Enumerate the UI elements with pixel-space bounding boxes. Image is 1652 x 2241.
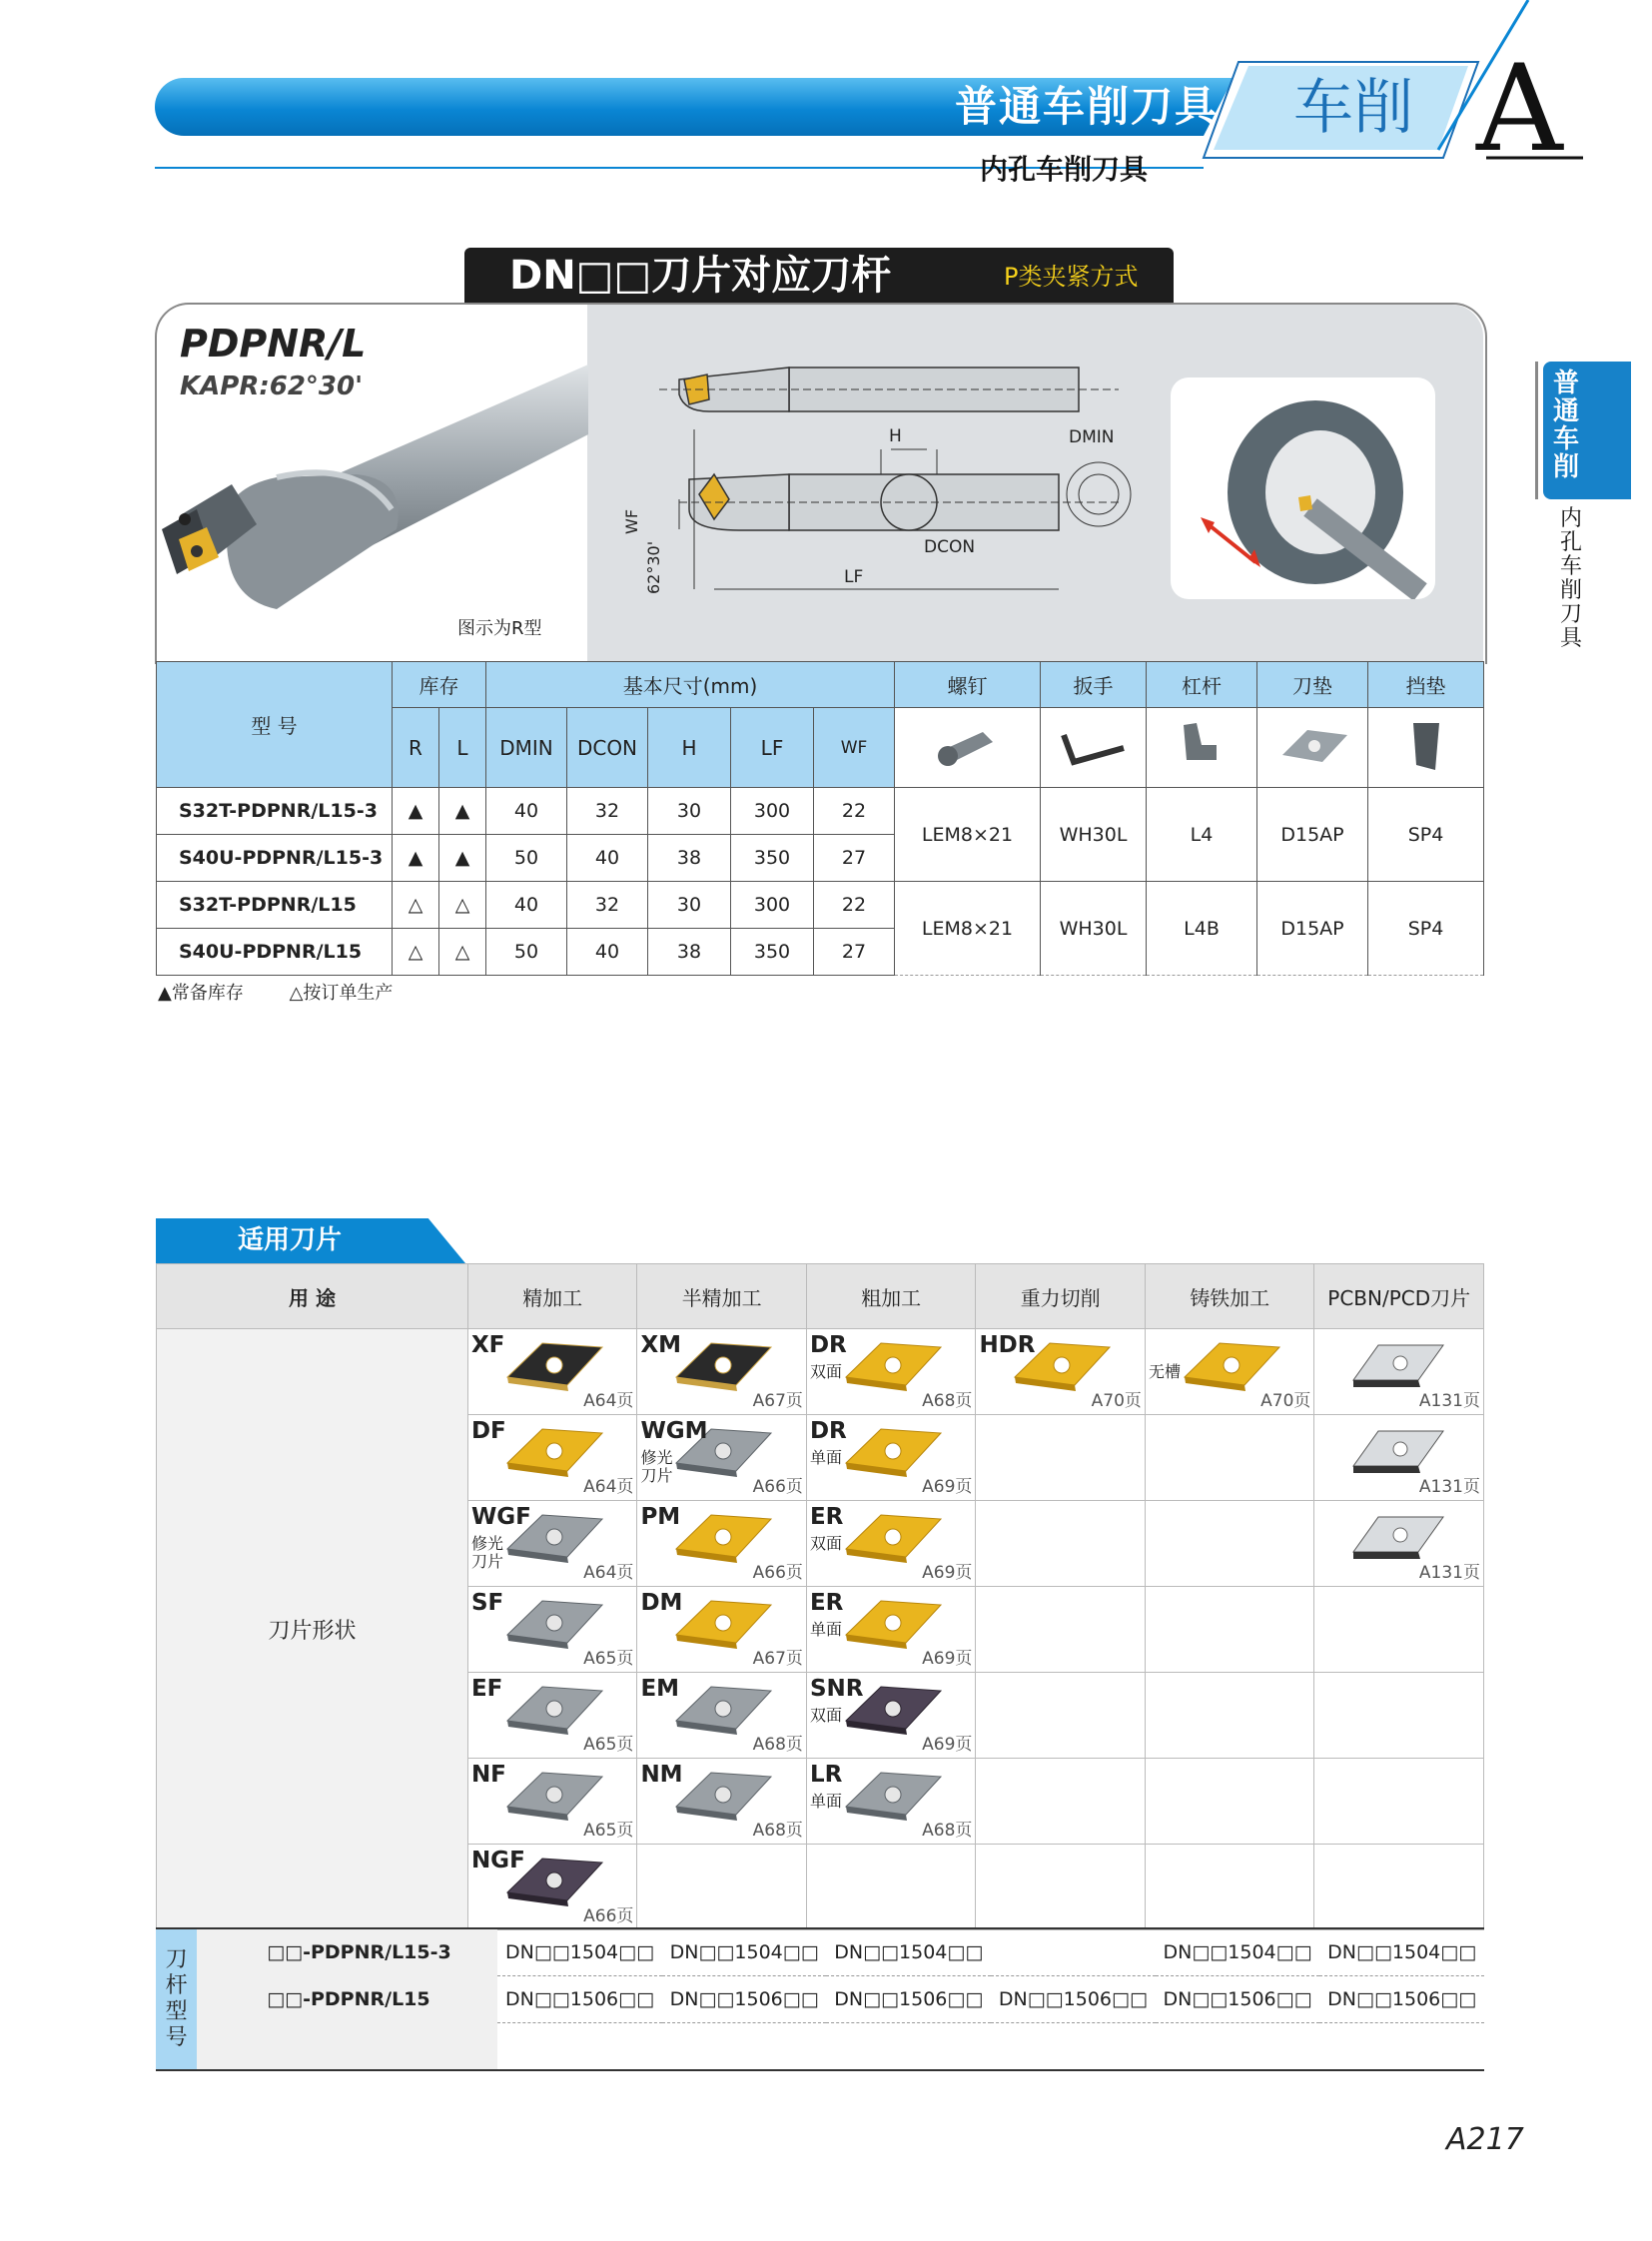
insert-code: NM: [640, 1762, 683, 1788]
side-divider: [1535, 362, 1538, 499]
insert-cell-empty: [1314, 1673, 1484, 1759]
insert-page-ref: A68页: [752, 1735, 803, 1755]
side-tab-label: 普通车削: [1553, 369, 1580, 482]
spec-part-lever: L4: [1147, 788, 1257, 882]
holder-model-1: □□-PDPNR/L15-3: [197, 1928, 497, 1976]
insert-cell-empty: [1145, 1845, 1314, 1930]
col-lever: 杠杆: [1147, 662, 1257, 708]
spec-cell-dcon: 40: [567, 929, 648, 976]
spec-cell-h: 38: [648, 835, 731, 882]
insert-cell[interactable]: [637, 1415, 807, 1501]
spec-part-screw: LEM8×21: [895, 788, 1041, 882]
spec-part-wrench: WH30L: [1041, 788, 1147, 882]
insert-code: WGF: [470, 1504, 531, 1530]
insert-cell-empty: [637, 1845, 807, 1930]
spec-part-pad: SP4: [1368, 882, 1484, 976]
toolholder-image: [157, 360, 588, 639]
insert-page-ref: A67页: [752, 1649, 803, 1669]
col-stock: 库存: [393, 662, 486, 708]
spec-cell-wf: 27: [814, 929, 895, 976]
spec-cell-l: △: [439, 882, 486, 929]
product-name: PDPNR/L: [180, 322, 367, 366]
spec-cell-r: ▲: [393, 788, 439, 835]
insert-cell[interactable]: [806, 1759, 976, 1845]
chapter-label: 车削: [1293, 73, 1413, 143]
col-dims: 基本尺寸(mm): [486, 662, 895, 708]
col-wrench: 扳手: [1041, 662, 1147, 708]
dim-dcon-label: DCON: [924, 537, 976, 557]
insert-page-ref: A70页: [1091, 1391, 1142, 1411]
spec-cell-lf: 350: [731, 929, 814, 976]
insert-note: 双面: [809, 1362, 842, 1381]
insert-cell-empty: [976, 1415, 1146, 1501]
col-pad: 挡垫: [1368, 662, 1484, 708]
insert-page-ref: A66页: [752, 1563, 803, 1583]
spec-cell-wf: 27: [814, 835, 895, 882]
holder-value: DN□□1504□□: [497, 1928, 662, 1976]
insert-cell[interactable]: [637, 1587, 807, 1673]
insert-code: ER: [809, 1590, 844, 1616]
sub-h: H: [648, 708, 731, 788]
insert-page-ref: A68页: [752, 1821, 803, 1841]
sub-dmin: DMIN: [486, 708, 567, 788]
insert-cell-empty: [1314, 1845, 1484, 1930]
col-pcbn: PCBN/PCD刀片: [1314, 1264, 1484, 1329]
insert-cell[interactable]: [467, 1501, 637, 1587]
insert-cell-empty: [1145, 1501, 1314, 1587]
insert-cell[interactable]: [806, 1415, 976, 1501]
insert-note: 无槽: [1148, 1362, 1181, 1381]
dim-h-label: H: [889, 426, 902, 446]
wrench-icon: [1041, 708, 1147, 788]
legend-order: △按订单生产: [289, 983, 394, 1004]
col-roughing: 粗加工: [806, 1264, 976, 1329]
insert-cell-empty: [1145, 1759, 1314, 1845]
holder-value: DN□□1506□□: [826, 1976, 991, 2023]
insert-cell[interactable]: [806, 1329, 976, 1415]
col-screw: 螺钉: [895, 662, 1041, 708]
insert-note: 修光刀片: [640, 1448, 673, 1485]
spec-cell-dcon: 32: [567, 882, 648, 929]
insert-page-ref: A69页: [922, 1477, 973, 1497]
holder-empty: [197, 2023, 497, 2071]
legend: [158, 979, 393, 1005]
lever-icon: [1147, 708, 1257, 788]
clamp-type: P类夹紧方式: [1004, 263, 1139, 291]
insert-page-ref: A131页: [1418, 1563, 1480, 1583]
spec-table: [156, 661, 1484, 976]
holder-table: [156, 1927, 1484, 2071]
insert-code: PM: [640, 1504, 681, 1530]
sub-lf: LF: [731, 708, 814, 788]
spec-cell-wf: 22: [814, 788, 895, 835]
insert-page-ref: A65页: [583, 1649, 634, 1669]
image-note: 图示为R型: [457, 618, 542, 639]
insert-code: DF: [470, 1418, 506, 1444]
spec-cell-l: ▲: [439, 788, 486, 835]
insert-cell-empty: [1145, 1587, 1314, 1673]
application-image: [1171, 377, 1435, 599]
insert-code: LR: [809, 1762, 843, 1788]
insert-cell[interactable]: [637, 1501, 807, 1587]
spec-part-pad: SP4: [1368, 788, 1484, 882]
spec-cell-h: 30: [648, 882, 731, 929]
spec-cell-dmin: 50: [486, 835, 567, 882]
col-cast-iron: 铸铁加工: [1145, 1264, 1314, 1329]
insert-page-ref: A68页: [922, 1391, 973, 1411]
spec-cell-model: S40U-PDPNR/L15: [157, 929, 393, 976]
insert-page-ref: A64页: [583, 1477, 634, 1497]
usage-header: 用 途: [157, 1264, 468, 1329]
insert-note: 单面: [809, 1448, 842, 1467]
spec-cell-h: 38: [648, 929, 731, 976]
insert-cell-empty: [1145, 1415, 1314, 1501]
page-number: A217: [1446, 2122, 1524, 2157]
spec-cell-lf: 300: [731, 882, 814, 929]
holder-value: DN□□1504□□: [1319, 1928, 1484, 1976]
holder-value: DN□□1504□□: [1156, 1928, 1320, 1976]
shim-icon: [1257, 708, 1368, 788]
insert-cell[interactable]: [976, 1329, 1146, 1415]
inserts-table: [156, 1263, 1484, 1930]
insert-code: DM: [640, 1590, 683, 1616]
insert-cell[interactable]: [1314, 1415, 1484, 1501]
header-title: 普通车削刀具: [954, 82, 1219, 131]
screw-icon: [895, 708, 1041, 788]
insert-page-ref: A65页: [583, 1821, 634, 1841]
chapter-letter: A: [1476, 40, 1563, 179]
holder-label-text: 刀杆型号: [165, 1947, 188, 2050]
dimension-drawing: [619, 350, 1139, 609]
spec-cell-dmin: 40: [486, 882, 567, 929]
insert-cell[interactable]: [467, 1673, 637, 1759]
insert-code: DR: [809, 1418, 847, 1444]
spec-cell-lf: 350: [731, 835, 814, 882]
spec-cell-dmin: 50: [486, 929, 567, 976]
legend-stock: ▲常备库存: [158, 983, 244, 1004]
insert-code: SNR: [809, 1676, 864, 1702]
sub-r: R: [393, 708, 439, 788]
col-heavy: 重力切削: [976, 1264, 1146, 1329]
insert-code: EM: [640, 1676, 680, 1702]
insert-cell[interactable]: [637, 1673, 807, 1759]
holder-value: DN□□1506□□: [497, 1976, 662, 2023]
insert-page-ref: A67页: [752, 1391, 803, 1411]
spec-cell-dmin: 40: [486, 788, 567, 835]
holder-value: DN□□1506□□: [991, 1976, 1156, 2023]
section-title: DN□□刀片对应刀杆: [509, 253, 892, 299]
insert-cell-empty: [976, 1759, 1146, 1845]
spec-part-lever: L4B: [1147, 882, 1257, 976]
spec-cell-l: ▲: [439, 835, 486, 882]
spec-cell-model: S32T-PDPNR/L15: [157, 882, 393, 929]
insert-cell[interactable]: [806, 1673, 976, 1759]
insert-page-ref: A131页: [1418, 1391, 1480, 1411]
insert-cell-empty: [806, 1845, 976, 1930]
insert-cell-empty: [976, 1501, 1146, 1587]
insert-cell[interactable]: [467, 1587, 637, 1673]
spec-cell-r: △: [393, 882, 439, 929]
insert-page-ref: A65页: [583, 1735, 634, 1755]
spec-row: [157, 882, 1484, 929]
header-subtitle: 内孔车削刀具: [979, 153, 1148, 186]
insert-code: NF: [470, 1762, 506, 1788]
col-finishing: 精加工: [467, 1264, 637, 1329]
dim-angle-label: 62°30': [644, 540, 663, 594]
insert-cell-empty: [976, 1845, 1146, 1930]
product-kapr: KAPR:62°30': [180, 372, 364, 401]
spec-cell-model: S32T-PDPNR/L15-3: [157, 788, 393, 835]
insert-code: HDR: [979, 1332, 1036, 1358]
insert-code: EF: [470, 1676, 503, 1702]
dim-lf-label: LF: [844, 567, 864, 587]
insert-note: 单面: [809, 1620, 842, 1639]
insert-cell[interactable]: [806, 1587, 976, 1673]
insert-cell-empty: [976, 1587, 1146, 1673]
insert-page-ref: A64页: [583, 1391, 634, 1411]
sub-l: L: [439, 708, 486, 788]
spec-row: [157, 788, 1484, 835]
insert-code: SF: [470, 1590, 504, 1616]
insert-note: 双面: [809, 1706, 842, 1725]
holder-label: [156, 1928, 197, 2070]
pad-icon: [1368, 708, 1484, 788]
insert-page-ref: A66页: [752, 1477, 803, 1497]
insert-page-ref: A69页: [922, 1649, 973, 1669]
insert-note: 单面: [809, 1792, 842, 1811]
col-semi-finishing: 半精加工: [637, 1264, 807, 1329]
insert-cell-empty: [1314, 1759, 1484, 1845]
insert-cell[interactable]: [1314, 1501, 1484, 1587]
spec-cell-l: △: [439, 929, 486, 976]
side-tab-sub: 内孔车削刀具: [1560, 506, 1583, 651]
insert-page-ref: A68页: [922, 1821, 973, 1841]
spec-part-shim: D15AP: [1257, 788, 1368, 882]
sub-dcon: DCON: [567, 708, 648, 788]
insert-cell[interactable]: [1145, 1329, 1314, 1415]
insert-cell-empty: [976, 1673, 1146, 1759]
insert-cell-empty: [1145, 1673, 1314, 1759]
col-model: 型 号: [157, 662, 393, 788]
insert-page-ref: A69页: [922, 1735, 973, 1755]
insert-code: XM: [640, 1332, 682, 1358]
dim-wf-label: WF: [622, 508, 641, 534]
spec-cell-dcon: 40: [567, 835, 648, 882]
spec-part-wrench: WH30L: [1041, 882, 1147, 976]
spec-cell-h: 30: [648, 788, 731, 835]
col-shim: 刀垫: [1257, 662, 1368, 708]
insert-page-ref: A70页: [1260, 1391, 1311, 1411]
sub-wf: WF: [814, 708, 895, 788]
insert-cell[interactable]: [806, 1501, 976, 1587]
insert-cell-empty: [1314, 1587, 1484, 1673]
holder-value: [991, 1928, 1156, 1976]
inserts-tab-label: 适用刀片: [238, 1225, 343, 1255]
shape-label: 刀片形状: [157, 1329, 468, 1930]
insert-page-ref: A64页: [583, 1563, 634, 1583]
insert-cell[interactable]: [467, 1845, 637, 1930]
holder-value: DN□□1506□□: [662, 1976, 827, 2023]
insert-cell[interactable]: [637, 1329, 807, 1415]
holder-value: DN□□1506□□: [1156, 1976, 1320, 2023]
insert-cell[interactable]: [637, 1759, 807, 1845]
insert-cell[interactable]: [467, 1759, 637, 1845]
insert-note: 双面: [809, 1534, 842, 1553]
insert-code: DR: [809, 1332, 847, 1358]
spec-cell-lf: 300: [731, 788, 814, 835]
insert-page-ref: A66页: [583, 1906, 634, 1926]
insert-cell[interactable]: [467, 1415, 637, 1501]
holder-value: DN□□1506□□: [1319, 1976, 1484, 2023]
insert-page-ref: A69页: [922, 1563, 973, 1583]
insert-cell[interactable]: [467, 1329, 637, 1415]
spec-part-screw: LEM8×21: [895, 882, 1041, 976]
holder-empty: [497, 2023, 1484, 2071]
spec-cell-r: △: [393, 929, 439, 976]
spec-cell-wf: 22: [814, 882, 895, 929]
holder-value: DN□□1504□□: [662, 1928, 827, 1976]
holder-value: DN□□1504□□: [826, 1928, 991, 1976]
insert-code: ER: [809, 1504, 844, 1530]
dim-dmin-label: DMIN: [1069, 427, 1115, 447]
insert-row: [157, 1329, 1484, 1415]
insert-code: WGM: [640, 1418, 708, 1444]
holder-model-2: □□-PDPNR/L15: [197, 1976, 497, 2023]
spec-cell-dcon: 32: [567, 788, 648, 835]
spec-part-shim: D15AP: [1257, 882, 1368, 976]
insert-cell[interactable]: [1314, 1329, 1484, 1415]
spec-cell-r: ▲: [393, 835, 439, 882]
insert-code: NGF: [470, 1848, 525, 1873]
insert-note: 修光刀片: [470, 1534, 503, 1571]
insert-code: XF: [470, 1332, 505, 1358]
insert-page-ref: A131页: [1418, 1477, 1480, 1497]
spec-cell-model: S40U-PDPNR/L15-3: [157, 835, 393, 882]
